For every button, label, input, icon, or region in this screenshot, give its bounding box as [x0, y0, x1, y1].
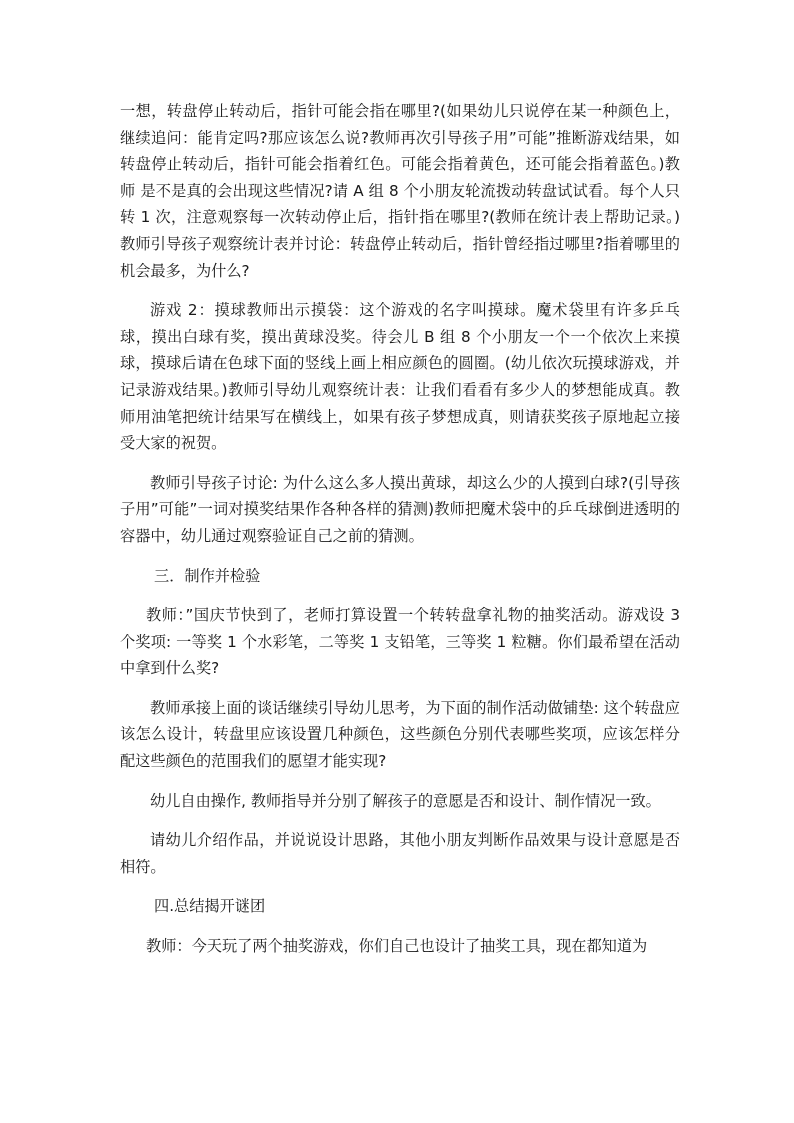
paragraph-teacher-summary: 教师：今天玩了两个抽奖游戏，你们自己也设计了抽奖工具，现在都知道为	[146, 937, 648, 956]
section-heading-summary: 四.总结揭开谜团	[154, 897, 266, 916]
paragraph-free-operation: 幼儿自由操作, 教师指导并分别了解孩子的意愿是否和设计、制作情况一致。	[150, 791, 661, 810]
document-body	[120, 98, 680, 960]
paragraph-discussion: 教师引导孩子讨论: 为什么这么多人摸出黄球，却这么少的人摸到白球?(引导孩子用”可能”一词对摸奖结果作各种各样的猜测)教师把魔术袋中的乒乓球倒进透明的容器中，幼儿通过观察验证自己之前的猜测。	[120, 473, 680, 545]
section-heading-make-and-test: 三．制作并检验	[154, 566, 261, 585]
paragraph-turntable-observation: 一想，转盘停止转动后，指针可能会指在哪里?(如果幼儿只说停在某一种颜色上，继续追问：能肯定吗?那应该怎么说?教师再次引导孩子用”可能”推断游戏结果，如转盘停止转动后，指针可能会指着红色。可能会指着黄色，还可能会指着蓝色。)教师 是不是真的会出现这些情况?请 A 组 8 个小朋友轮流拨动转盘试试看。每个人只转 1 次，注意观察每一次转动停止后，指针指在哪里?(教师在统计表上帮助记录。)教师引导孩子观察统计表并讨论：转盘停止转动后，指针曾经指过哪里?指着哪里的机会最多，为什么?	[120, 102, 680, 280]
paragraph-game-2-ball-draw: 游戏 2：摸球教师出示摸袋：这个游戏的名字叫摸球。魔术袋里有许多乒乓球，摸出白球有奖，摸出黄球没奖。待会儿 B 组 8 个小朋友一个一个依次上来摸球，摸球后请在色球下面的竖线上画上相应颜色的圆圈。(幼儿依次玩摸球游戏，并记录游戏结果。)教师引导幼儿观察统计表：让我们看看有多少人的梦想能成真。教师用油笔把统计结果写在横线上，如果有孩子梦想成真，则请获奖孩子原地起立接受大家的祝贺。	[120, 301, 680, 453]
paragraph-national-day-lottery: 教师：”国庆节快到了，老师打算设置一个转转盘拿礼物的抽奖活动。游戏设 3 个奖项: 一等奖 1 个水彩笔，二等奖 1 支铅笔，三等奖 1 粒糖。你们最希望在活动中拿到什么奖?	[120, 606, 680, 678]
paragraph-design-guidance: 教师承接上面的谈话继续引导幼儿思考，为下面的制作活动做铺垫: 这个转盘应该怎么设计，转盘里应该设置几种颜色，这些颜色分别代表哪些奖项，应该怎样分配这些颜色的范围我们的愿望才能实现?	[120, 698, 680, 771]
paragraph-introduce-works: 请幼儿介绍作品，并说说设计思路，其他小朋友判断作品效果与设计意愿是否相符。	[120, 831, 680, 876]
